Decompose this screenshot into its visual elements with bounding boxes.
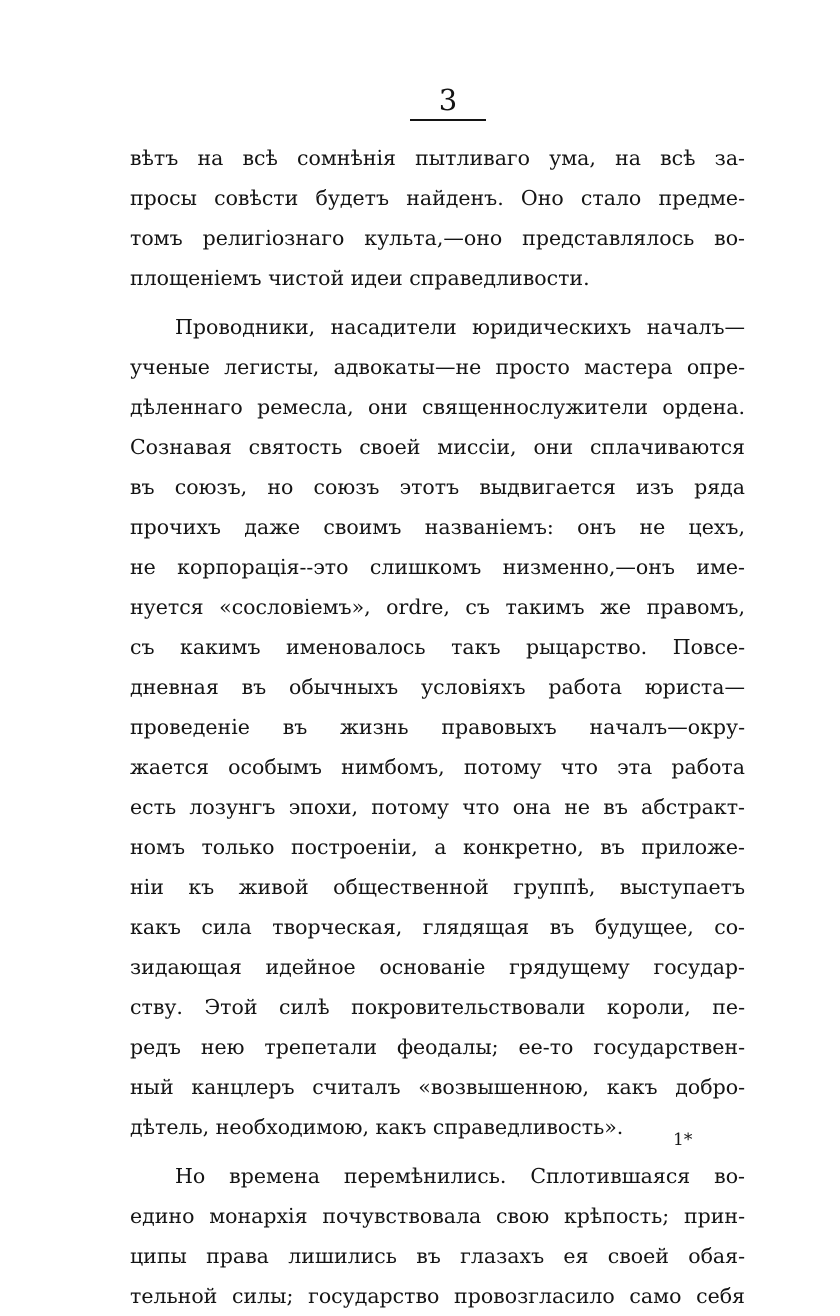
text-line: жается особымъ нимбомъ, потому что эта работа — [130, 755, 745, 779]
text-line: ученые легисты, адвокаты—не просто мастера опре- — [130, 355, 745, 379]
page-number: 3 — [438, 83, 458, 117]
text-line: ству. Этой силѣ покровительствовали короли, пе- — [130, 995, 745, 1019]
header-rule — [410, 119, 486, 121]
text-line: проведеніе въ жизнь правовыхъ началъ—окру- — [130, 715, 745, 739]
text-line: просы совѣсти будетъ найденъ. Оно стало предме- — [130, 186, 745, 210]
page-header — [410, 82, 486, 121]
text-line: Но времена перемѣнились. Сплотившаяся во- — [175, 1164, 745, 1188]
text-line: Проводники, насадители юридическихъ началъ— — [175, 315, 745, 339]
text-line: въ союзъ, но союзъ этотъ выдвигается изъ ряда — [130, 475, 745, 499]
text-line: площеніемъ чистой идеи справедливости. — [130, 266, 590, 290]
text-line: вѣтъ на всѣ сомнѣнія пытливаго ума, на всѣ за- — [130, 146, 745, 170]
text-line: нуется «сословіемъ», ordre, съ такимъ же правомъ, — [130, 595, 745, 619]
text-line: дѣленнаго ремесла, они священнослужители ордена. — [130, 395, 745, 419]
text-line: прочихъ даже своимъ названіемъ: онъ не цехъ, — [130, 515, 745, 539]
text-line: есть лозунгъ эпохи, потому что она не въ абстракт- — [130, 795, 745, 819]
text-line: Сознавая святость своей миссіи, они сплачиваются — [130, 435, 745, 459]
signature-mark: 1* — [673, 1130, 693, 1150]
text-line: ципы права лишились въ глазахъ ея своей обая- — [130, 1244, 745, 1268]
paragraph — [130, 307, 745, 1147]
body-text — [130, 138, 745, 1316]
text-line: едино монархія почувствовала свою крѣпость; прин- — [130, 1204, 745, 1228]
text-line: дневная въ обычныхъ условіяхъ работа юриста— — [130, 675, 745, 699]
paragraph — [130, 138, 745, 298]
text-line: номъ только построеніи, а конкретно, въ приложе- — [130, 835, 745, 859]
text-line: съ какимъ именовалось такъ рыцарство. Повсе- — [130, 635, 745, 659]
text-line: ніи къ живой общественной группѣ, выступаетъ — [130, 875, 745, 899]
text-line: тельной силы; государство провозгласило само себя — [130, 1284, 745, 1308]
text-line: ный канцлеръ считалъ «возвышенною, какъ добро- — [130, 1075, 745, 1099]
text-line: зидающая идейное основаніе грядущему государ- — [130, 955, 745, 979]
text-line: редъ нею трепетали феодалы; ее-то государствен- — [130, 1035, 745, 1059]
text-line: дѣтель, необходимою, какъ справедливость». — [130, 1115, 624, 1139]
text-line: томъ религіознаго культа,—оно представлялось во- — [130, 226, 745, 250]
text-line: не корпорація--это слишкомъ низменно,—онъ име- — [130, 555, 745, 579]
paragraph — [130, 1156, 745, 1316]
text-line: какъ сила творческая, глядящая въ будущее, со- — [130, 915, 745, 939]
